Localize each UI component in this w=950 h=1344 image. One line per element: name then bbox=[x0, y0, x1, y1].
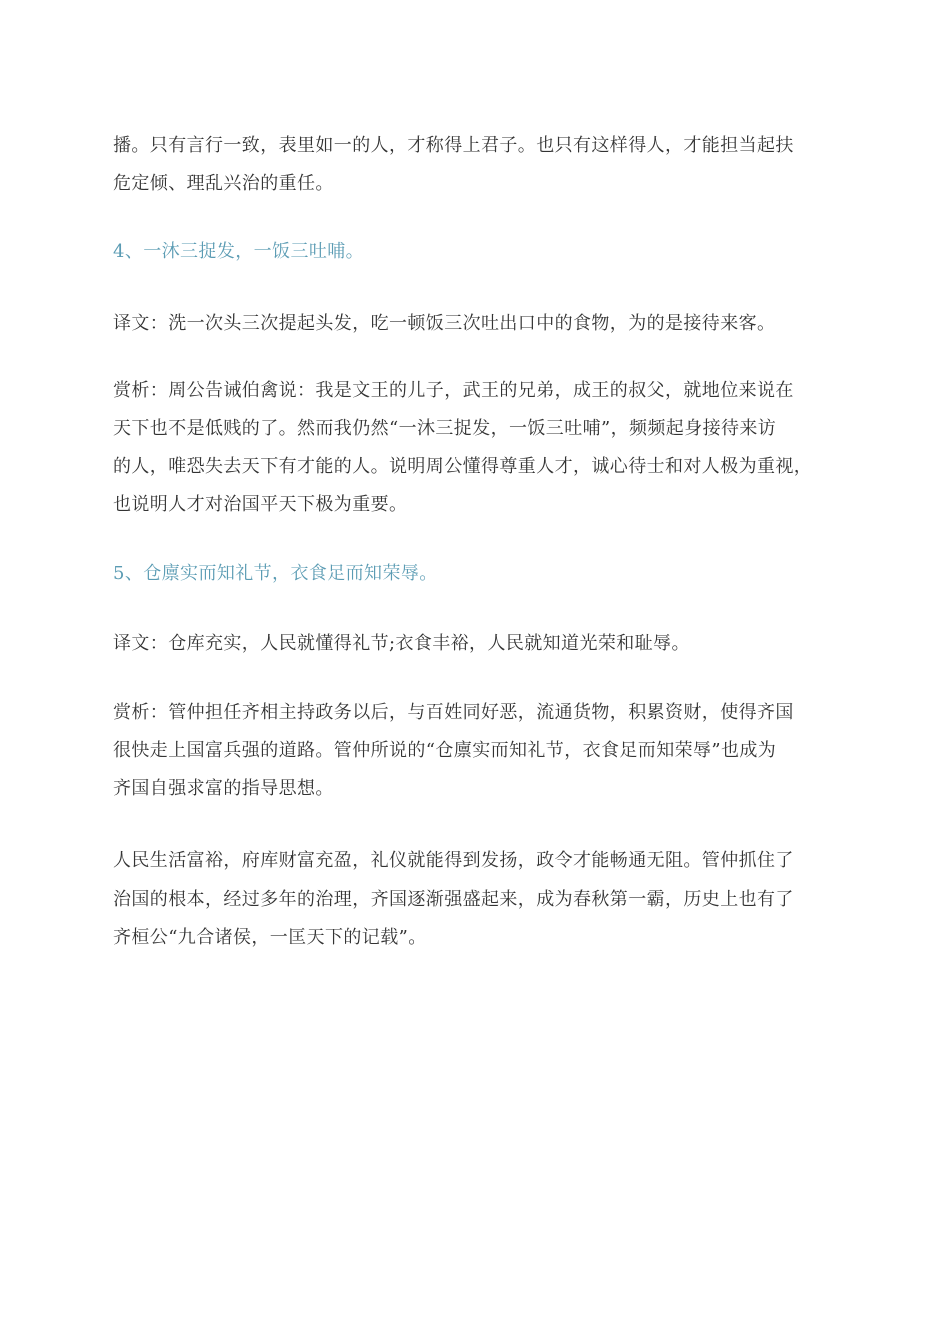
translation-text: 译文：洗一次头三次提起头发，吃一顿饭三次吐出口中的食物，为的是接待来客。 bbox=[113, 313, 776, 334]
appreciation-line: 赏析：周公告诫伯禽说：我是文王的儿子，武王的兄弟，成王的叔父，就地位来说在 bbox=[113, 380, 794, 401]
closing-line: 齐桓公“九合诸侯，一匡天下的记载”。 bbox=[113, 927, 427, 948]
appreciation-line: 天下也不是低贱的了。然而我仍然“一沐三捉发，一饭三吐哺”，频频起身接待来访 bbox=[113, 418, 777, 439]
section-heading: 4、一沐三捉发，一饭三吐哺。 bbox=[113, 241, 365, 262]
paragraph-line: 危定倾、理乱兴治的重任。 bbox=[113, 173, 334, 194]
closing-line: 治国的根本，经过多年的治理，齐国逐渐强盛起来，成为春秋第一霸，历史上也有了 bbox=[113, 889, 794, 910]
closing-line: 人民生活富裕，府库财富充盈，礼仪就能得到发扬，政令才能畅通无阻。管仲抓住了 bbox=[113, 850, 794, 871]
appreciation-line: 也说明人才对治国平天下极为重要。 bbox=[113, 494, 408, 515]
translation-text: 译文：仓库充实，人民就懂得礼节;衣食丰裕，人民就知道光荣和耻辱。 bbox=[113, 633, 690, 654]
appreciation-line: 齐国自强求富的指导思想。 bbox=[113, 778, 334, 799]
appreciation-line: 赏析：管仲担任齐相主持政务以后，与百姓同好恶，流通货物，积累资财，使得齐国 bbox=[113, 702, 794, 723]
appreciation-line: 的人，唯恐失去天下有才能的人。说明周公懂得尊重人才，诚心待士和对人极为重视， bbox=[113, 456, 813, 477]
appreciation-line: 很快走上国富兵强的道路。管仲所说的“仓廪实而知礼节，衣食足而知荣辱”也成为 bbox=[113, 740, 777, 761]
paragraph-line: 播。只有言行一致，表里如一的人，才称得上君子。也只有这样得人，才能担当起扶 bbox=[113, 135, 794, 156]
section-heading: 5、仓廪实而知礼节，衣食足而知荣辱。 bbox=[113, 563, 438, 584]
